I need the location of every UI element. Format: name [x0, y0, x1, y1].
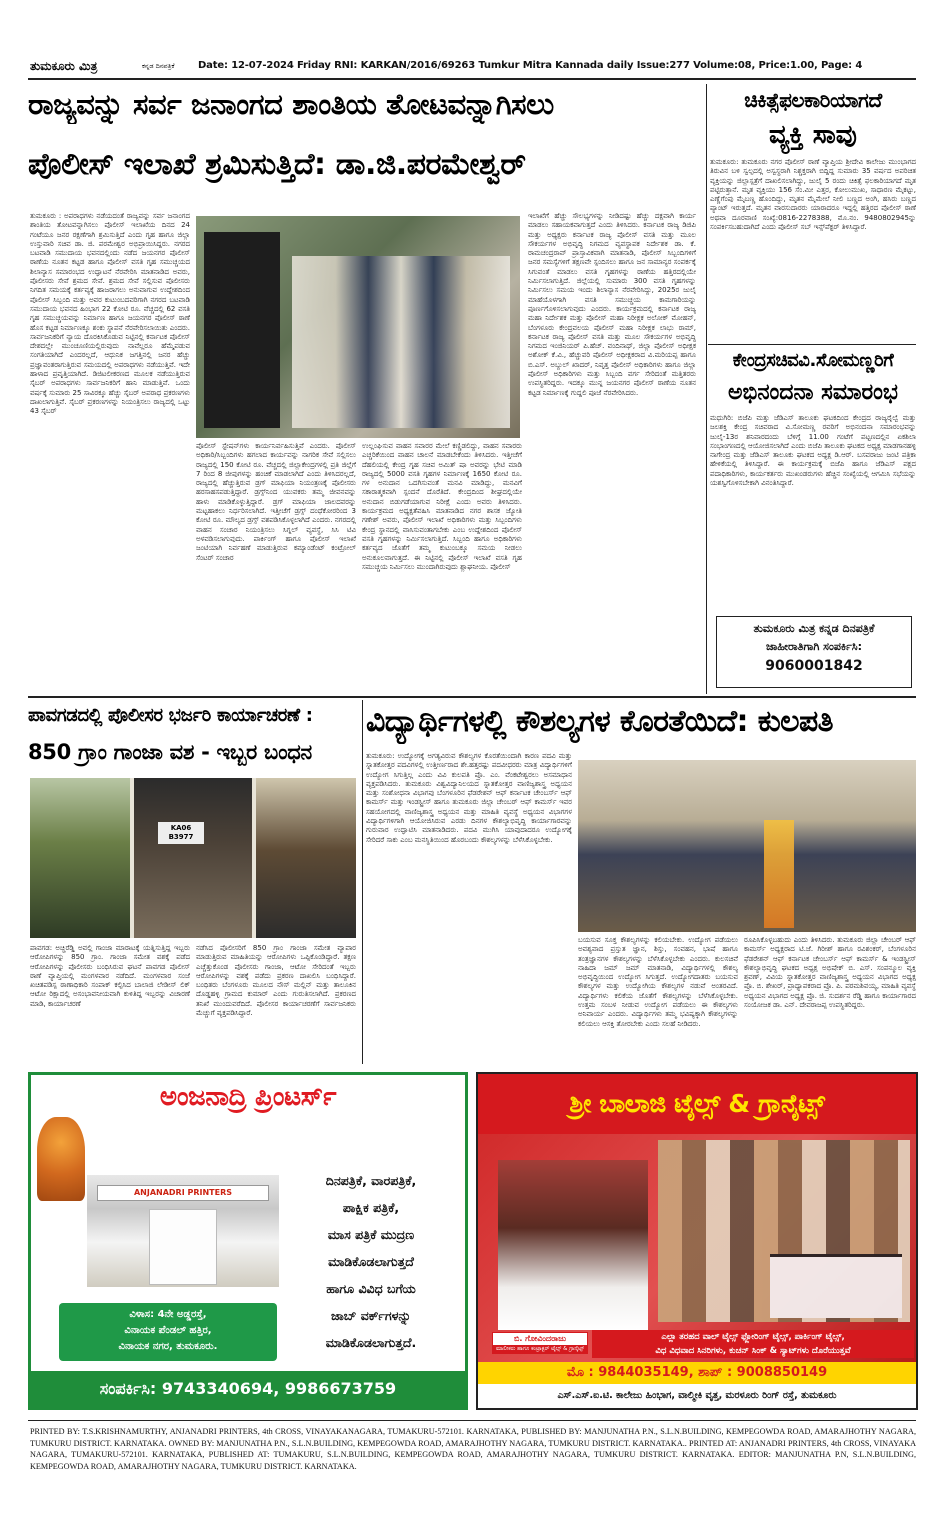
- ad-right-name: ಬಿ. ಗೋವಿಂದರಾಜು: [492, 1332, 588, 1346]
- ganja-headline-2: 850 ಗ್ರಾಂ ಗಾಂಜಾ ವಶ - ಇಬ್ಬರ ಬಂಧನ: [28, 740, 312, 764]
- ad-right-address: ಎಸ್.ಎಸ್.ಐ.ಟಿ. ಕಾಲೇಜು ಹಿಂಭಾಗ, ವಾಲ್ಮೀಕಿ ವೃತ್ತ, ಮರಳೂರು ರಿಂಗ್ ರಸ್ತೆ, ತುಮಕೂರು: [478, 1384, 916, 1408]
- foundation-plaque: [204, 232, 280, 428]
- shop-sign: ANJANADRI PRINTERS: [97, 1185, 269, 1201]
- accused-photo-2: [256, 778, 356, 938]
- owner-photo: [498, 1160, 648, 1330]
- lead-col-2: ಪೊಲೀಸ್ ಸ್ಟೇಷನ್‌ಗಳು ಕಾರ್ಯನಿರ್ವಹಿಸುತ್ತಿವೆ ಎಂದರು. ಪೊಲೀಸ್ ಅಧಿಕಾರಿ/ಸಿಬ್ಬಂದಿಗಳು ಹಗಲಾದ ಕಾರ್ಯವನ್ನು ನಾಗರಿಕ ಸೇವೆ ಸಲ್ಲಿಸಲು ರಾಜ್ಯದಲ್ಲಿ 150 ಕೋಟಿ ರೂ. ವೆಚ್ಚದಲ್ಲಿ ಜಿಲ್ಲಾಕೇಂದ್ರಗಳಲ್ಲಿ ಪ್ರತಿ ಜಿಲ್ಲೆಗೆ 7 ರಿಂದ 8 ಜೀಪುಗಳನ್ನು ಹಂಚಿಕೆ ಮಾಡಲಾಗಿದೆ ಎಂದು ತಿಳಿಸಿದರಲ್ಲದೆ, ರಾಜ್ಯದಲ್ಲಿ ಹೆಚ್ಚುತ್ತಿರುವ ಡ್ರಗ್ ಮಾಫಿಯಾ ನಿಯಂತ್ರಣಕ್ಕೆ ಪೊಲೀಸರು ಹರಸಾಹಸಪಡುತ್ತಿದ್ದಾರೆ. ಡ್ರಗ್ಸ್‌ನಿಂದ ಯುವಕರು ತಮ್ಮ ಜೀವನವನ್ನು ಹಾಳು ಮಾಡಿಕೊಳ್ಳುತ್ತಿದ್ದಾರೆ. ಡ್ರಗ್ ಮಾಫಿಯಾ ಜಾಲದವರನ್ನು ಮಟ್ಟಹಾಕಲು ನಿರ್ಧರಿಸಲಾಗಿದೆ. ಇತ್ತೀಚೆಗೆ ಡ್ರಗ್ಸ್ ದಂಧೆಕೋರರಿಂದ 3 ಕೋಟಿ ರೂ. ಮೌಲ್ಯದ ಡ್ರಗ್ಸ್ ವಶಪಡಿಸಿಕೊಳ್ಳಲಾಗಿದೆ ಎಂದರು. ನಗರದಲ್ಲಿ ವಾಹನ ಸಂಚಾರ ನಿಯಂತ್ರಿಸಲು ಸಿಗ್ನಲ್ ವ್ಯವಸ್ಥೆ, ಸಿಸಿ ಟಿವಿ ಅಳವಡಿಸಲಾಗುವುದು. ಪಾರ್ಕಿಂಗ್ ಹಾಗೂ ಪೊಲೀಸ್ ಇಲಾಖೆ ಜಂಟಿಯಾಗಿ ನಿರ್ವಹಣೆ ಮಾಡುತ್ತಿರುವ ಕಮ್ಯಾಂಡೆಂಟ್ ಕಂಟ್ರೋಲ್ ಸೆಂಟರ್ ಸಂಚಾರ: [196, 442, 356, 562]
- vehicle-photo: [134, 778, 252, 938]
- shop-photo: [87, 1175, 279, 1287]
- ad-left-line-2: ಪಾಕ್ಷಿಕ ಪತ್ರಿಕೆ,: [342, 1200, 400, 1215]
- shop-shutter: [149, 1209, 217, 1285]
- ad-right-phones: ಮೊ : 9844035149, ಶಾಪ್ : 9008850149: [478, 1362, 916, 1384]
- ad-contact-line-2: ಜಾಹೀರಾತಿಗಾಗಿ ಸಂಪರ್ಕಿಸಿ:: [765, 640, 863, 653]
- ad-left-line-1: ದಿನಪತ್ರಿಕೆ, ವಾರಪತ್ರಿಕೆ,: [325, 1173, 417, 1188]
- lead-right-divider: [706, 84, 707, 694]
- lead-headline-1: ರಾಜ್ಯವನ್ನು ಸರ್ವ ಜನಾಂಗದ ಶಾಂತಿಯ ತೋಟವನ್ನಾಗಿಸಲು: [28, 87, 554, 121]
- number-plate: KA06 B3977: [158, 822, 204, 844]
- masthead: [30, 58, 915, 76]
- ad-balaji-tiles: [476, 1072, 918, 1410]
- ad-left-contact-bar: ಸಂಪರ್ಕಿಸಿ: 9743340694, 9986673759: [31, 1371, 465, 1407]
- ad-left-line-4: ಮಾಡಿಕೊಡಲಾಗುತ್ತದೆ: [328, 1254, 414, 1269]
- ad-left-address-box: [59, 1303, 277, 1361]
- washbasins: [770, 1254, 902, 1318]
- ad-left-line-3: ಮಾಸ ಪತ್ರಿಕೆ ಮುದ್ರಣ: [327, 1227, 415, 1242]
- ad-right-title-bar: [478, 1074, 916, 1134]
- right2-headline-2: ಅಭಿನಂದನಾ ಸಮಾರಂಭ: [728, 380, 898, 405]
- skills-col-3: ರೂಪಿಸಿಕೊಳ್ಳಬಹುದು ಎಂದು ತಿಳಿಸಿದರು. ತುಮಕೂರು ಜಿಲ್ಲಾ ಚೇಂಬರ್ ಆಫ್ ಕಾಮರ್ಸ್ ಅಧ್ಯಕ್ಷರಾದ ಟಿ.ಜೆ. ಗಿರೀಶ್ ಹಾಗೂ ರವಿಶಂಕರ್, ಬೆಂಗಳೂರಿನ ಫೆಡರೇಶನ್ ಆಫ್ ಕರ್ನಾಟಕ ಚೇಂಬರ್ಸ್ ಆಫ್ ಕಾಮರ್ಸ್ & ಇಂಡಸ್ಟ್ರೀಸ್ ಕೌಶಲ್ಯಾಭಿವೃದ್ಧಿ ಘಟಕದ ಅಧ್ಯಕ್ಷ ಅಭಿಷೇಕ್ ಬಿ. ಎಸ್. ಸಂಪನ್ಮೂಲ ವ್ಯಕ್ತಿ ಶ್ರವಣ್, ವಿವಿಯ ಸ್ನಾತಕೋತ್ತರ ವಾಣಿಜ್ಯಶಾಸ್ತ್ರ ಅಧ್ಯಯನ ವಿಭಾಗದ ಅಧ್ಯಕ್ಷ ಪ್ರೊ. ಬಿ. ಶೇಖರ್, ಪ್ರಾಧ್ಯಾಪಕರಾದ ಪ್ರೊ. ಪಿ. ಪರಮಶಿವಯ್ಯ, ಮಾಹಿತಿ ವ್ಯವಸ್ಥೆ ಅಧ್ಯಯನ ವಿಭಾಗದ ಅಧ್ಯಕ್ಷ ಪ್ರೊ. ಜಿ. ಸುದರ್ಶನ ರೆಡ್ಡಿ ಹಾಗೂ ಕಾರ್ಯಾಗಾರದ ಸಂಯೋಜಕ ಡಾ. ಎನ್. ದೇವರಾಜಪ್ಪ ಉಪಸ್ಥಿತರಿದ್ದರು.: [744, 936, 916, 1010]
- ganja-skills-divider: [362, 700, 363, 1064]
- right2-headline-1: ಕೇಂದ್ರಸಚಿವವಿ.ಸೋಮಣ್ಣರಿಗೆ: [732, 350, 894, 371]
- ad-contact-box: [716, 616, 912, 688]
- tiles-display: [658, 1140, 910, 1322]
- ad-contact-line-1: ತುಮಕೂರು ಮಿತ್ರ ಕನ್ನಡ ದಿನಪತ್ರಿಕೆ: [753, 622, 875, 635]
- skills-headline: ವಿದ್ಯಾರ್ಥಿಗಳಲ್ಲಿ ಕೌಶಲ್ಯಗಳ ಕೊರತೆಯಿದೆ: ಕುಲಪತಿ: [366, 704, 833, 739]
- right1-headline-1: ಚಿಕಿತ್ಸೆಫಲಕಾರಿಯಾಗದೆ: [744, 88, 882, 112]
- right2-body: ಮಧುಗಿರಿ: ಬಿಜೆಪಿ ಮತ್ತು ಜೆಡಿಎಸ್ ತಾಲೂಕು ಘಟಕದಿಂದ ಕೇಂದ್ರದ ರಾಜ್ಯರೈಲ್ವೆ ಮತ್ತು ಜಲಶಕ್ತಿ ಕೇಂದ್ರ ಸಚಿವರಾದ ವಿ.ಸೋಮಣ್ಣ ರವರಿಗೆ ಅಭಿನಂದನಾ ಸಮಾರಂಭವನ್ನು ಜುಲೈ-13ರ ಶನಿವಾರದಂದು ಬೆಳಿಗ್ಗೆ 11.00 ಗಂಟೆಗೆ ಪಟ್ಟಣದಲ್ಲಿನ ಏಕಶಿಲಾ ಸಂಭಾಂಗಣದಲ್ಲಿ ಆಯೋಜಿಸಲಾಗಿದೆ ಎಂದು ಬಿಜೆಪಿ ತಾಲೂಕು ಘಟಕದ ಅಧ್ಯಕ್ಷ ಮಾಡಗಾನಹಳ್ಳಿ ನಾಗೇಂದ್ರ ಮತ್ತು ಜೆಡಿಎಸ್ ತಾಲೂಕು ಘಟಕದ ಅಧ್ಯಕ್ಷ ಡಿ.ಆರ್. ಬಸವರಾಜು ಜಂಟಿ ಪತ್ರಿಕಾ ಹೇಳಿಕೆಯಲ್ಲಿ ತಿಳಿಸಿದ್ದಾರೆ. ಈ ಕಾರ್ಯಕ್ರಮಕ್ಕೆ ಬಿಜೆಪಿ ಹಾಗೂ ಜೆಡಿಎಸ್ ಪಕ್ಷದ ಪದಾಧಿಕಾರಿಗಳು, ಕಾರ್ಯಕರ್ತರು ಮುಖಂಡರುಗಳು ಹೆಚ್ಚಿನ ಸಂಖ್ಯೆಯಲ್ಲಿ ಆಗಮಿಸಿ ಸಭೆಯನ್ನು ಯಶಸ್ವಿಗೊಳಿಸಬೇಕಾಗಿ ವಿನಂತಿಸಿದ್ದಾರೆ.: [710, 414, 916, 488]
- lamp-lighting: [764, 820, 794, 928]
- ad-left-addr-2: ವಿನಾಯಕ ಪೆಂಡಲ್ ಹತ್ತಿರ,: [124, 1325, 212, 1336]
- ad-left-line-7: ಮಾಡಿಕೊಡಲಾಗುತ್ತದೆ.: [325, 1335, 417, 1350]
- ganja-headline-1: ಪಾವಗಡದಲ್ಲಿ ಪೊಲೀಸರ ಭರ್ಜರಿ ಕಾರ್ಯಾಚರಣೆ :: [28, 705, 313, 726]
- masthead-meta: Date: 12-07-2024 Friday RNI: KARKAN/2016/69263 Tumkur Mitra Kannada daily Issue:277 Volume:08, Price:1.00, Page: 4: [198, 60, 863, 71]
- right1-headline-2: ವ್ಯಕ್ತಿ ಸಾವು: [769, 120, 857, 150]
- lead-col-3: ಉಲ್ಲಂಘಿಸುವ ವಾಹನ ಸವಾರರ ಮೇಲೆ ಕಣ್ಣಿಡಲಿದ್ದು, ವಾಹನ ಸವಾರರು ಎಚ್ಚರಿಕೆಯಿಂದ ವಾಹನ ಚಾಲನೆ ಮಾಡಬೇಕೆಂದು ತಿಳಿಸಿದರು. ಇತ್ತೀಚೆಗೆ ದೆಹಲಿಯಲ್ಲಿ ಕೇಂದ್ರ ಗೃಹ ಸಚಿವ ಅಮಿತ್ ಷಾ ಅವರನ್ನು ಭೇಟಿ ಮಾಡಿ ರಾಜ್ಯದಲ್ಲಿ 5000 ವಸತಿ ಗೃಹಗಳ ನಿರ್ಮಾಣಕ್ಕೆ 1650 ಕೋಟಿ ರೂ. ಗಳ ಅನುದಾನ ಒದಗಿಸುವಂತೆ ಮನವಿ ಮಾಡಿದ್ದು, ಮನವಿಗೆ ಸಕಾರಾತ್ಮಕವಾಗಿ ಸ್ಪಂದನೆ ದೊರೆತಿದೆ. ಕೇಂದ್ರದಿಂದ ಶೀಘ್ರದಲ್ಲಿಯೇ ಅನುದಾನ ಬಿಡುಗಡೆಯಾಗುವ ನಿರೀಕ್ಷೆ ಎಂದು ಅವರು ತಿಳಿಸಿದರು. ಕಾರ್ಯಕ್ರಮದ ಅಧ್ಯಕ್ಷತೆವಹಿಸಿ ಮಾತನಾಡಿದ ನಗರ ಶಾಸಕ ಜ್ಯೋತಿ ಗಣೇಶ್ ಅವರು, ಪೊಲೀಸ್ ಇಲಾಖೆ ಅಧಿಕಾರಿಗಳು ಮತ್ತು ಸಿಬ್ಬಂದಿಗಳು ಕೇಂದ್ರ ಸ್ಥಾನದಲ್ಲಿ ವಾಸಿಸುವಂತಾಗಬೇಕು ಎಂಬ ಉದ್ದೇಶದಿಂದ ಪೊಲೀಸ್ ವಸತಿ ಗೃಹಗಳನ್ನು ನಿರ್ಮಿಸಲಾಗುತ್ತಿದೆ. ಸಿಬ್ಬಂದಿ ಹಾಗೂ ಅಧಿಕಾರಿಗಳು ಕರ್ತವ್ಯದ ಜೊತೆಗೆ ತಮ್ಮ ಕುಟುಂಬಕ್ಕೂ ಸಮಯ ನೀಡಲು ಅನುಕೂಲವಾಗುತ್ತದೆ. ಈ ನಿಟ್ಟಿನಲ್ಲಿ ಪೊಲೀಸ್ ಇಲಾಖೆ ವಸತಿ ಗೃಹ ಸಮುಚ್ಚಯ ನಿರ್ಮಿಸಲು ಮುಂದಾಗಿರುವುದು ಶ್ಲಾಘನೀಯ. ಪೊಲೀಸ್: [362, 442, 522, 571]
- hanuman-figure: [37, 1117, 85, 1201]
- lead-col-4: ಇಲಾಖೆಗೆ ಹೆಚ್ಚು ಸೌಲಭ್ಯಗಳನ್ನು ನೀಡಿದಷ್ಟು ಹೆಚ್ಚು ದಕ್ಷವಾಗಿ ಕಾರ್ಯ ಮಾಡಲು ಸಹಾಯಕವಾಗುತ್ತದೆ ಎಂದು ತಿಳಿಸಿದರು. ಕರ್ನಾಟಕ ರಾಜ್ಯ ಡಿಜಿಪಿ ಮತ್ತು ಅಧ್ಯಕ್ಷರು ಕರ್ನಾಟಕ ರಾಜ್ಯ ಪೊಲೀಸ್ ವಸತಿ ಮತ್ತು ಮೂಲ ಸೌಕರ್ಯಗಳ ಅಭಿವೃದ್ಧಿ ನಿಗಮದ ವ್ಯವಸ್ಥಾಪಕ ನಿರ್ದೇಶಕ ಡಾ. ಕೆ. ರಾಮಚಂದ್ರರಾವ್ ಪ್ರಾಸ್ತಾವಿಕವಾಗಿ ಮಾತನಾಡಿ, ಪೊಲೀಸ್ ಸಿಬ್ಬಂದಿಗಳಿಗೆ ಜನರ ಸಮಸ್ಯೆಗಳಿಗೆ ತಕ್ಷಣವೇ ಸ್ಪಂದಿಸಲು ಹಾಗೂ ಜನ ಸಾಮಾನ್ಯರ ಸಂಪರ್ಕಕ್ಕೆ ಸಿಗುವಂತೆ ಮಾಡಲು ವಸತಿ ಗೃಹಗಳನ್ನು ಠಾಣೆಯ ಹತ್ತಿರದಲ್ಲಿಯೇ ನಿರ್ಮಿಸಲಾಗುತ್ತಿದೆ. ಜಿಲ್ಲೆಯಲ್ಲಿ ಸುಮಾರು 300 ವಸತಿ ಗೃಹಗಳನ್ನು ನಿರ್ಮಿಸಲು ಸಮಯ ಇಂದು ಶಿಲಾನ್ಯಾಸ ನೆರವೇರಿಸಿದ್ದು, 2025ರ ಜುಲೈ ಮಾಹೆಯೊಳಗಾಗಿ ವಸತಿ ಸಮುಚ್ಚಯ ಕಾಮಗಾರಿಯನ್ನು ಪೂರ್ಣಗೊಳಿಸಲಾಗುವುದು ಎಂದರು. ಕಾರ್ಯಕ್ರಮದಲ್ಲಿ ಕರ್ನಾಟಕ ರಾಜ್ಯ ಮಹಾ ನಿರ್ದೇಶಕ ಮತ್ತು ಪೊಲೀಸ್ ಮಹಾ ನಿರೀಕ್ಷಕ ಅಲೋಕ್ ಮೋಹನ್, ಬೆಂಗಳೂರು ಕೇಂದ್ರವಲಯ ಪೊಲೀಸ್ ಮಹಾ ನಿರೀಕ್ಷಕ ಲಾಭು ರಾಮ್, ಕರ್ನಾಟಕ ರಾಜ್ಯ ಪೊಲೀಸ್ ವಸತಿ ಮತ್ತು ಮೂಲ ಸೌಕರ್ಯಗಳ ಅಭಿವೃದ್ಧಿ ನಿಗಮದ ಇಂಜಿನಿಯರ್ ಪಿ.ಹೆಚ್. ವಂದಿನಾಥ್, ಜಿಲ್ಲಾ ಪೊಲೀಸ್ ಅಧೀಕ್ಷಕ ಅಶೋಕ್ ಕೆ.ವಿ., ಹೆಚ್ಚುವರಿ ಪೊಲೀಸ್ ಅಧೀಕ್ಷಕರಾದ ವಿ.ಮರಿಯಪ್ಪ ಹಾಗೂ ಬಿ.ಎಸ್. ಅಬ್ದುಲ್ ಖಾದರ್, ನಿವೃತ್ತ ಪೊಲೀಸ್ ಅಧಿಕಾರಿಗಳು ಹಾಗೂ ಜಿಲ್ಲಾ ಪೊಲೀಸ್ ಅಧಿಕಾರಿಗಳು ಮತ್ತು ಸಿಬ್ಬಂದಿ ವರ್ಗ ಸೇರಿದಂತೆ ಮತ್ತಿತರರು ಉಪಸ್ಥಿತರಿದ್ದರು. ಇದಕ್ಕೂ ಮುನ್ನ ಜಯನಗರ ಪೊಲೀಸ್ ಠಾಣೆಯ ನೂತನ ಕಟ್ಟಡ ನಿರ್ಮಾಣಕ್ಕೆ ಗುದ್ದಲಿ ಪೂಜೆ ನೆರವೇರಿಸಿದರು.: [528, 212, 696, 397]
- ad-left-line-5: ಹಾಗೂ ವಿವಿಧ ಬಗೆಯ: [326, 1281, 416, 1296]
- lead-photo: [196, 216, 520, 438]
- ad-right-desc: [592, 1330, 914, 1358]
- ad-left-services: [283, 1167, 459, 1356]
- ad-right-desc-2: ವಿಧ ವಿಧವಾದ ಸಿನರಿಗಳು, ಕುಚನ್ ಸಿಂಕ್ & ಸ್ಯಾಟ್‌ಗಳು ದೊರೆಯುತ್ತವೆ: [655, 1346, 851, 1356]
- crowd-figures: [292, 256, 510, 428]
- ganja-col-2: ನಡೆಸಿದ ಪೊಲೀಸರಿಗೆ 850 ಗ್ರಾಂ ಗಾಂಜಾ ಸಮೇತ ವ್ಯಾಪಾರ ಮಾಡುತ್ತಿರುವ ಮಾಹಿತಿಯನ್ನು ಆರೋಪಿಗಳು ಒಪ್ಪಿಕೊಂಡಿದ್ದಾರೆ. ತಕ್ಷಣ ಎಚ್ಚೆತ್ತುಕೊಂಡ ಪೊಲೀಸರು ಗಾಂಜಾ, ಆಟೋ ಸೇರಿದಂತೆ ಇಬ್ಬರು ಆರೋಪಿಗಳನ್ನು ವಶಕ್ಕೆ ಪಡೆದು ಪ್ರಕರಣ ದಾಖಲಿಸಿ ಬಂಧಿಸಿದ್ದಾರೆ. ಬಂಧಿತರು ಬೆಂಗಳೂರು ಮೂಲದ ನೌಸ್ ಮಲ್ಲಿನ್ ಮತ್ತು ತಾಲೂಕಿನ ದೊಡ್ಡಹಳ್ಳಿ ಗ್ರಾಮದ ಕುಮಾರ್ ಎಂದು ಗುರುತಿಸಲಾಗಿದೆ. ಪ್ರಕರಣದ ತನಿಖೆ ಮುಂದುವರೆದಿದೆ. ಪೊಲೀಸರ ಕಾರ್ಯಾಚರಣೆಗೆ ಸಾರ್ವಜನಿಕರು ಮೆಚ್ಚುಗೆ ವ್ಯಕ್ತಪಡಿಸಿದ್ದಾರೆ.: [196, 944, 356, 1018]
- ad-left-addr-3: ವಿನಾಯಕ ನಗರ, ತುಮಕೂರು.: [118, 1341, 218, 1352]
- ad-contact-phone: 9060001842: [765, 658, 863, 674]
- skills-col-2: ಬಯಸುವ ಸೂಕ್ತ ಕೌಶಲ್ಯಗಳನ್ನು ಕಲಿಯಬೇಕು. ಉದ್ಯೋಗ ಪಡೆಯಲು ಅವಶ್ಯವಾದ ಪ್ರಸ್ತುತ ಜ್ಞಾನ, ಶಿಸ್ತು, ಸಂವಹನ, ಭಾಷೆ ಹಾಗೂ ತಂತ್ರಜ್ಞಾನಗಳ ಕೌಶಲ್ಯಗಳನ್ನು ಬೆಳೆಸಿಕೊಳ್ಳಬೇಕು ಎಂದರು. ಕುಲಸಚಿವೆ ನಾಹಿದಾ ಜಮ್ ಜಮ್ ಮಾತನಾಡಿ, ವಿದ್ಯಾರ್ಥಿಗಳಲ್ಲಿ ಕೌಶಲ್ಯ ಅಭಿವೃದ್ಧಿಯಿಂದ ಉದ್ಯೋಗ ಸಿಗುತ್ತದೆ. ಉದ್ಯೋಗದಾತರು ಬಯಸುವ ಕೌಶಲ್ಯಗಳ ಮತ್ತು ಉದ್ಯೋಗಿಯ ಕೌಶಲ್ಯಗಳ ನಡುವೆ ಅಂತರವಿದೆ. ವಿದ್ಯಾರ್ಥಿಗಳು ಕಲಿಕೆಯ ಜೊತೆಗೆ ಕೌಶಲ್ಯಗಳನ್ನು ಬೆಳೆಸಿಕೊಳ್ಳಬೇಕು. ಉತ್ತಮ ಸಂಬಳ ನೀಡುವ ಉದ್ಯೋಗ ಪಡೆಯಲು ಈ ಕೌಶಲ್ಯಗಳು ಅನಿವಾರ್ಯ ಎಂದರು. ವಿದ್ಯಾರ್ಥಿಗಳು ತಮ್ಮ ಭವಿಷ್ಯಕ್ಕಾಗಿ ಕೌಶಲ್ಯಗಳನ್ನು ಕಲಿಯಲು ಆಸಕ್ತಿ ತೋರಬೇಕು ಎಂದು ಸಲಹೆ ನೀಡಿದರು.: [578, 936, 738, 1028]
- ad-left-title: ಅಂಜನಾದ್ರಿ ಪ್ರಿಂಟರ್ಸ್: [159, 1082, 337, 1112]
- ad-left-line-6: ಜಾಬ್ ವರ್ಕ್‌ಗಳನ್ನು: [330, 1308, 412, 1323]
- right1-body: ತುಮಕೂರು: ತುಮಕೂರು ನಗರ ಪೊಲೀಸ್ ಠಾಣೆ ವ್ಯಾಪ್ತಿಯ ಶ್ರೀದೇವಿ ಕಾಲೇಜು ಮುಂಭಾಗದ ತಿರುವಿನ ಬಳಿ ಸ್ವಲ್ಪದಲ್ಲಿ ಅಸ್ವಸ್ಥರಾಗಿ ನಿಶ್ಚಕ್ತರಾಗಿ ಬಿದ್ದಿದ್ದ ಸುಮಾರು 35 ವರ್ಷದ ಅಪರಿಚಿತ ವ್ಯಕ್ತಿಯನ್ನು ಜಿಲ್ಲಾಸ್ಪತ್ರೆಗೆ ದಾಖಲಿಸಲಾಗಿದ್ದು, ಜುಲೈ 5 ರಂದು ಚಿಕಿತ್ಸೆ ಫಲಕಾರಿಯಾಗದೆ ಮೃತ ಪಟ್ಟಿರುತ್ತಾನೆ. ಮೃತ ವ್ಯಕ್ತಿಯು 156 ಸೆಂ.ಮೀ ಎತ್ತರ, ಕೋಲುಮುಖ, ಸಾಧಾರಣ ಮೈಕಟ್ಟು, ಎಣ್ಣೆಗೆಂಪು ಮೈಬಣ್ಣ ಹೊಂದಿದ್ದು, ಮೃತನ ಮೈಮೇಲೆ ನೀಲಿ ಬಣ್ಣದ ಅಂಗಿ, ಹಸಿರು ಬಣ್ಣದ ಪ್ಯಾಂಟ್ ಇರುತ್ತದೆ. ಮೃತನ ವಾರಸುದಾರರು ಯಾರಾದರೂ ಇದ್ದಲ್ಲಿ ಹತ್ತಿರದ ಪೊಲೀಸ್ ಠಾಣೆ ಅಥವಾ ದೂರವಾಣಿ ಸಂಖ್ಯೆ:0816-2278388, ಮೊ.ನಂ. 9480802945ನ್ನು ಸಂಪರ್ಕಿಸಬಹುದಾಗಿದೆ ಎಂದು ಪೊಲೀಸ್ ಸಬ್ ಇನ್ಸ್‌ಪೆಕ್ಟರ್ ತಿಳಿಸಿದ್ದಾರೆ.: [710, 158, 916, 232]
- skills-col-1: ತುಮಕೂರು: ಉದ್ಯೋಗಕ್ಕೆ ಅಗತ್ಯವಿರುವ ಕೌಶಲ್ಯಗಳ ಕೊರತೆಯಿಂದಾಗಿ ಕಾರಣ ಪದವಿ ಮತ್ತು ಸ್ನಾತಕೋತ್ತರ ಪದವಿಗಳಲ್ಲಿ ಉತ್ತೀರ್ಣರಾದ ಶೇ.ಹತ್ತರಷ್ಟು ಪದವೀಧರರು ಮಾತ್ರ ವಿದ್ಯಾರ್ಥಿಗಳಿಗೆ ಉದ್ಯೋಗ ಸಿಗುತ್ತಿಲ್ಲ ಎಂದು ವಿವಿ ಕುಲಪತಿ ಪ್ರೊ. ಎಂ. ವೆಂಕಟೇಶ್ವರಲು ಅಸಮಾಧಾನ ವ್ಯಕ್ತಪಡಿಸಿದರು. ತುಮಕೂರು ವಿಶ್ವವಿದ್ಯಾನಿಲಯದ ಸ್ನಾತಕೋತ್ತರ ವಾಣಿಜ್ಯಶಾಸ್ತ್ರ ಅಧ್ಯಯನ ಮತ್ತು ಸಂಶೋಧನಾ ವಿಭಾಗವು ಬೆಂಗಳೂರಿನ ಫೆಡರೇಶನ್ ಆಫ್ ಕರ್ನಾಟಕ ಚೇಂಬರ್ಸ್ ಆಫ್ ಕಾಮರ್ಸ್ ಮತ್ತು ಇಂಡಸ್ಟ್ರೀಸ್ ಹಾಗೂ ತುಮಕೂರು ಜಿಲ್ಲಾ ಚೇಂಬರ್ ಆಫ್ ಕಾಮರ್ಸ್ ಇವರ ಸಹಯೋಗದಲ್ಲಿ ವಾಣಿಜ್ಯಶಾಸ್ತ್ರ ಅಧ್ಯಯನ ಮತ್ತು ಮಾಹಿತಿ ವ್ಯವಸ್ಥೆ ಅಧ್ಯಯನ ವಿಭಾಗಗಳ ವಿದ್ಯಾರ್ಥಿಗಳಿಗಾಗಿ ಆಯೋಜಿಸಿರುವ ಎರಡು ದಿನಗಳ ಕೌಶಲ್ಯಾಭಿವೃದ್ಧಿ ಕಾರ್ಯಾಗಾರವನ್ನು ಗುರುವಾರ ಉದ್ಘಾಟಿಸಿ ಮಾತನಾಡಿದರು. ಪದವಿ ಮುಗಿಸಿ ಯಾವುದಾದರೂ ಉದ್ಯೋಗಕ್ಕೆ ಸೇರಿದರೆ ಸಾಕು ಎಂಬ ಮನಸ್ಥಿತಿಯಿಂದ ಹೊರಬಂದು ಕೌಶಲ್ಯಗಳನ್ನು ಬೆಳೆಸಿಕೊಳ್ಳಬೇಕು.: [366, 752, 572, 844]
- right1-rule: [708, 344, 916, 345]
- ad-anjanadri-printers: [28, 1072, 468, 1410]
- ad-right-desc-1: ಎಲ್ಲಾ ತರಹದ ವಾಲ್ ಟೈಲ್ಸ್ ಫ್ಲೋರಿಂಗ್ ಟೈಲ್ಸ್, ಪಾರ್ಕಿಂಗ್ ಟೈಲ್ಸ್,: [661, 1332, 845, 1342]
- imprint: PRINTED BY: T.S.KRISHNAMURTHY, ANJANADRI PRINTERS, 4th CROSS, VINAYAKANAGARA, TUMAKURU-572101. KARNATAKA, PUBLISHED BY: MANJUNATHA P.N., S.L.N.BUILDING, KEMPEGOWDA ROAD, AMARAJHOTHY NAGARA, TUMKURU DISTRICT. KARNATAKA. OWNED BY: MANJUNATHA P.N., S.L.N.BUILDING, KEMPEGOWDA ROAD, AMARAJHOTHY NAGARA, TUMKURU DISTRICT. KARNATAKA.. PRINTED AT: ANJANADRI PRINTERS, 4th CROSS, VINAYAKA NAGARA, TUMAKURU-572101. KARNATAKA, PUBLISHED AT: TUMAKURU, S.L.N.BUILDING, KEMPEGOWDA ROAD, AMARAJHOTHY NAGARA, TUMKURU DISTRICT. KARNATAKA. EDITOR: MANJUNATHA P.N, S.L.N.BUILDING, KEMPEGOWDA ROAD, AMARAJHOTHY NAGARA, TUMKURU DISTRICT. KARNATAKA.: [30, 1427, 916, 1471]
- lead-col-1: ತುಮಕೂರು : ಅಪರಾಧಗಳು ನಡೆಯದಂತೆ ರಾಜ್ಯವನ್ನು ಸರ್ವ ಜನಾಂಗದ ಶಾಂತಿಯ ತೋಟವನ್ನಾಗಿಸಲು ಪೊಲೀಸ್ ಇಲಾಖೆಯ ದಿನದ 24 ಗಂಟೆಯೂ ಜನರ ರಕ್ಷಣೆಗಾಗಿ ಶ್ರಮಿಸುತ್ತಿದೆ ಎಂದು ಗೃಹ ಹಾಗೂ ಜಿಲ್ಲಾ ಉಸ್ತುವಾರಿ ಸಚಿವ ಡಾ. ಜಿ. ಪರಮೇಶ್ವರ ಅಭಿಪ್ರಾಯಿಸಿದ್ದರು. ನಗರದ ಬಟವಾಡಿ ಸಮುದಾಯ ಭವನದಲ್ಲಿಂದು ನಡೆದ ಜಯನಗರ ಪೊಲೀಸ್ ಠಾಣೆಯ ನೂತನ ಕಟ್ಟಡ ಹಾಗೂ ಪೊಲೀಸ್ ವಸತಿ ಗೃಹ ಸಮುಚ್ಚಯದ ಶಿಲಾನ್ಯಾಸ ಸಮಾರಂಭದ ಉದ್ಘಾಟನೆ ನೆರವೇರಿಸಿ ಮಾತನಾಡಿದ ಅವರು, ಪೊಲೀಸರು ಸೇವೆ ಶ್ರಮದ ಸೇವೆ. ಶ್ರಮದ ಸೇವೆ ಸಲ್ಲಿಸುವ ಪೊಲೀಸರು ನಿಗದಿತ ಸಮಯಕ್ಕೆ ಕರ್ತವ್ಯಕ್ಕೆ ಹಾಜರಾಗಲು ಅನುವಾಗುವ ಉದ್ದೇಶದಿಂದ ಪೊಲೀಸ್ ಸಿಬ್ಬಂದಿ ಮತ್ತು ಅವರ ಕುಟುಂಬದವರಿಗಾಗಿ ನಗರದ ಬಟವಾಡಿ ಸಮುದಾಯ ಭವನದ ಹಿಂಭಾಗ 22 ಕೋಟಿ ರೂ. ವೆಚ್ಚದಲ್ಲಿ 62 ವಸತಿ ಗೃಹ ಸಮುಚ್ಚಯವನ್ನು ನಿರ್ಮಾಣ ಹಾಗೂ ಜಯನಗರ ಪೊಲೀಸ್ ಠಾಣೆ ಹೊಸ ಕಟ್ಟಡ ನಿರ್ಮಾಣಕ್ಕೂ ಶಂಕು ಸ್ಥಾಪನೆ ನೆರವೇರಿಸಲಾಯಿತು ಎಂದರು. ಸಾರ್ವಜನಿಕರಿಗೆ ನ್ಯಾಯ ದೊರಕಿಸಿಕೊಡುವ ನಿಟ್ಟಿನಲ್ಲಿ ಕರ್ನಾಟಕ ಪೊಲೀಸ್ ದೇಶದಲ್ಲೇ ಮುಂಚೂಣಿಯಲ್ಲಿರುವುದು ನಾವೆಲ್ಲರೂ ಹೆಮ್ಮೆಪಡುವ ಸಂಗತಿಯಾಗಿದೆ ಎಂದರಲ್ಲದೆ, ಆಧುನಿಕ ಜಗತ್ತಿನಲ್ಲಿ ಜನರ ಹೆಚ್ಚು ಪ್ರಜ್ಞಾವಂತರಾಗುತ್ತಿರುವ ಸಮಯದಲ್ಲಿ ಅಪರಾಧಗಳು ನಡೆಯುತ್ತಿವೆ. ಇದೇ ಹಾಳಾದ ಪ್ರವೃತ್ತಿಯಾಗಿದೆ. ಡಿಜಿಟಲೀಕರಣದ ಮೂಲಕ ನಡೆಯುತ್ತಿರುವ ಸೈಬರ್ ಅಪರಾಧಗಳು ಸಾರ್ವಜನಿಕರಿಗೆ ಹಾನಿ ಮಾಡುತ್ತಿವೆ. ಒಂದು ವರ್ಷಕ್ಕೆ ಸುಮಾರು 25 ಸಾವಿರಕ್ಕೂ ಹೆಚ್ಚು ಸೈಬರ್ ಅಪರಾಧ ಪ್ರಕರಣಗಳು ದಾಖಲಾಗುತ್ತಿವೆ. ಸೈಬರ್ ಪ್ರಕರಣಗಳನ್ನು ನಿಯಂತ್ರಿಸಲು ರಾಜ್ಯದಲ್ಲಿ ಒಟ್ಟು 43 ಸೈಬರ್: [30, 212, 190, 416]
- lead-headline-2: ಪೊಲೀಸ್ ಇಲಾಖೆ ಶ್ರಮಿಸುತ್ತಿದೆ: ಡಾ.ಜಿ.ಪರಮೇಶ್ವರ್: [28, 147, 526, 182]
- imprint-rule: [28, 1420, 916, 1421]
- ganja-col-1: ಪಾವಗಡ: ಅಚ್ಚಿರೆಡ್ಡಿ ಅವಲ್ಲಿ ಗಾಂಜಾ ಮಾರಾಟಕ್ಕೆ ಯತ್ನಿಸುತ್ತಿದ್ದ ಇಬ್ಬರು ಆರೋಪಿಗಳನ್ನು 850 ಗ್ರಾಂ. ಗಾಂಜಾ ಸಮೇತ ವಶಕ್ಕೆ ಪಡೆದ ಆರೋಪಿಗಳನ್ನು ಪೊಲೀಸರು ಬಂಧಿಸಿರುವ ಘಟನೆ ಪಾವಗಡ ಪೊಲೀಸ್ ಠಾಣೆ ವ್ಯಾಪ್ತಿಯಲ್ಲಿ ಮಂಗಳವಾರ ನಡೆದಿದೆ. ಮಂಗಳವಾರ ಸಂಜೆ ಖಚಿತಪಡಿಸ್ಪ ಠಾಣಾಧಿಕಾರಿ ಸಂಪಾಕ್ ಕಲ್ಪಿಸಿದ ಬಾಲಾಜಿ ಲೇಡೀಸ್ ಲಿಕ್ ಆಟೋ ರಿಕ್ಷಾದಲ್ಲಿ ಅಸಂಭಾವನೀಯವಾಗಿ ಕುಳಿತಿದ್ದ ಇಬ್ಬರನ್ನು ವಿಚಾರಣೆ ಮಾಡಿ, ಕಾರ್ಯಾಚರಣೆ: [30, 944, 190, 1008]
- masthead-logo-sub: ಕನ್ನಡ ದಿನಪತ್ರಿಕೆ: [142, 62, 175, 70]
- accused-photo-1: [30, 778, 130, 938]
- section-rule-mid: [28, 696, 916, 698]
- ganja-photo-strip: [30, 778, 356, 938]
- ad-left-addr-1: ವಿಳಾಸ: 4ನೇ ಅಡ್ಡರಸ್ತೆ,: [129, 1309, 207, 1320]
- masthead-logo: ತುಮಕೂರು ಮಿತ್ರ: [30, 59, 98, 73]
- masthead-rule: [28, 78, 916, 80]
- ad-right-role: ಮಾಲೀಕರು ಹಾಗೂ ಕಂಟ್ರಾಕ್ಟರ್ ಟೈಲ್ಸ್ & ಗ್ರಾನೈಟ್ಸ್: [492, 1346, 588, 1354]
- skills-photo: [578, 760, 916, 932]
- ad-right-title: ಶ್ರೀ ಬಾಲಾಜಿ ಟೈಲ್ಸ್ & ಗ್ರಾನೈಟ್ಸ್: [569, 1089, 825, 1118]
